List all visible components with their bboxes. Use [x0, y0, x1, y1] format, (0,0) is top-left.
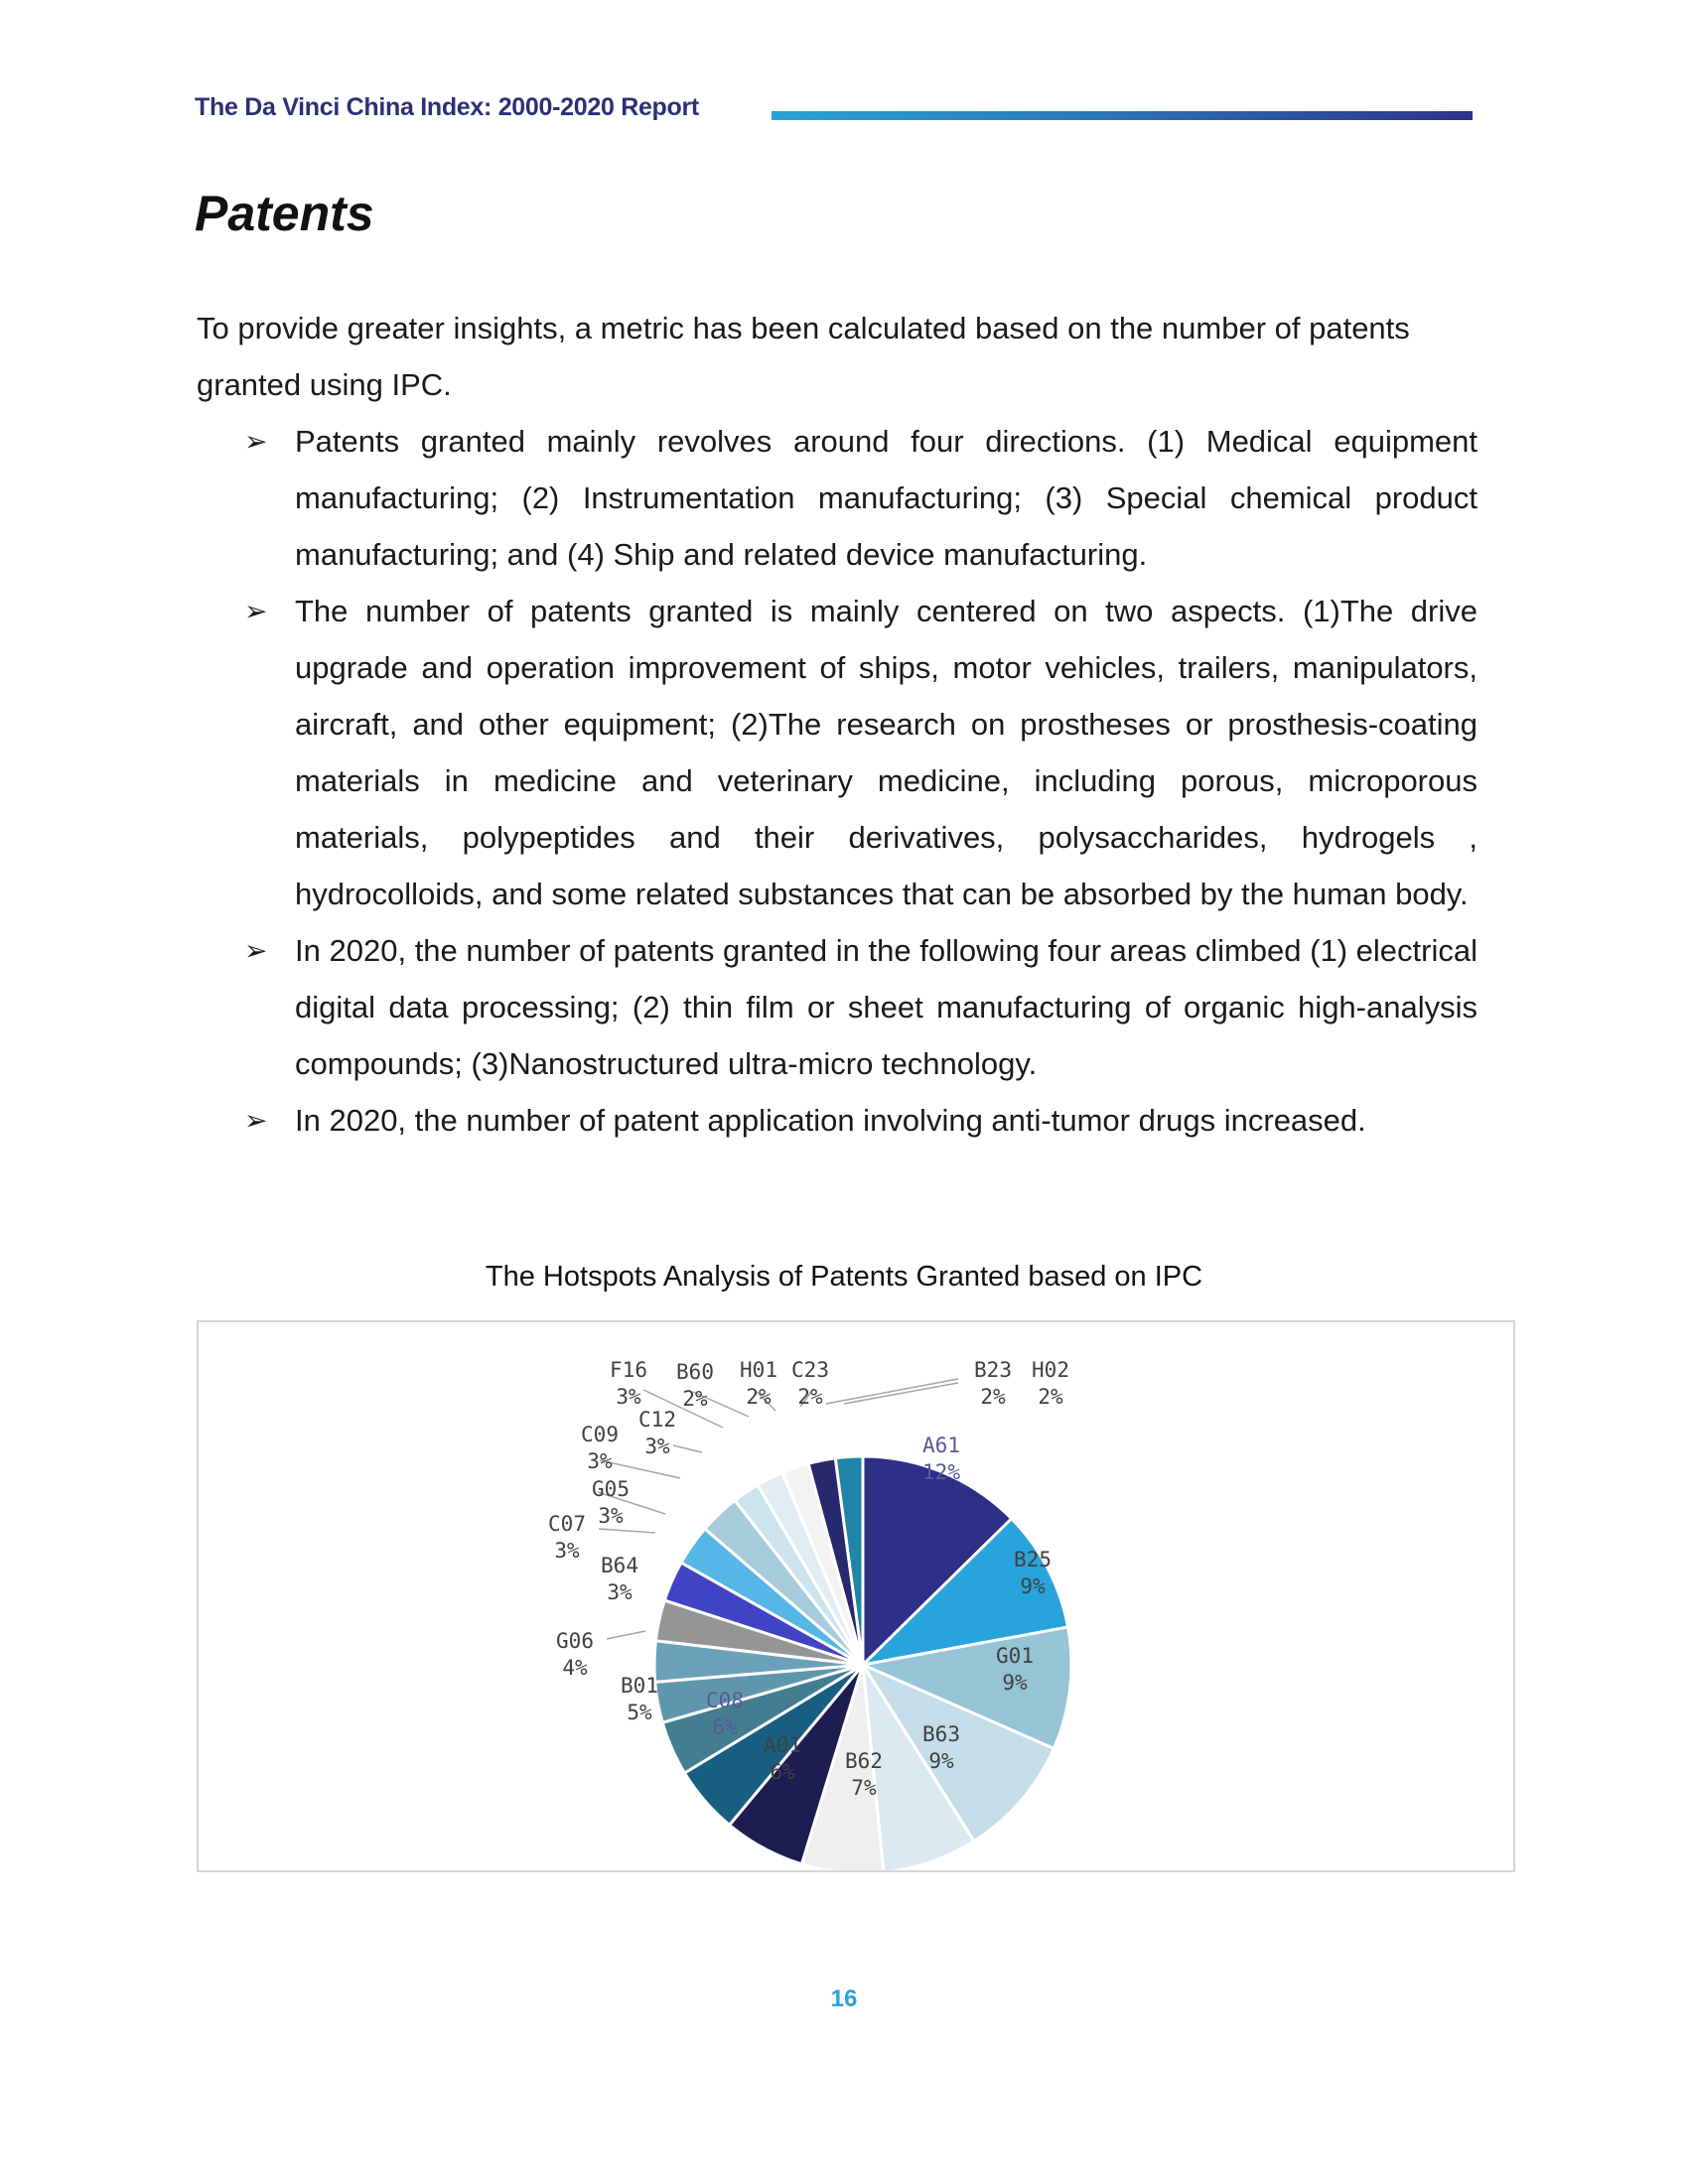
slice-label-g06: G06: [556, 1629, 594, 1653]
leader-line-b23: [826, 1379, 958, 1404]
page-number: 16: [830, 1985, 858, 2012]
bullet-item: [197, 1092, 1477, 1149]
pie-chart: [199, 1322, 1513, 1870]
arrow-bullet-icon: ➢: [244, 935, 268, 966]
slice-label-c08: C08: [706, 1689, 744, 1712]
slice-label-g05: G05: [592, 1477, 630, 1501]
bullet-text: In 2020, the number of patent application involving anti-tumor drugs increased.: [295, 1103, 1366, 1138]
intro-paragraph: To provide greater insights, a metric has been calculated based on the number of patents granted using IPC.: [197, 311, 1410, 402]
slice-label-f16: F16: [610, 1358, 647, 1382]
slice-label-b63: B63: [922, 1722, 960, 1746]
slice-label-a01: A01: [764, 1733, 801, 1757]
slice-pct-b64: 3%: [607, 1580, 633, 1604]
slice-pct-c07: 3%: [554, 1539, 580, 1563]
bullet-list: [197, 413, 1477, 1149]
slice-pct-b01: 5%: [627, 1701, 652, 1724]
slice-pct-h02: 2%: [1038, 1385, 1063, 1409]
slice-label-g01: G01: [996, 1644, 1034, 1668]
slice-label-b62: B62: [845, 1749, 883, 1773]
chart-frame: [197, 1320, 1515, 1872]
slice-pct-c23: 2%: [797, 1385, 823, 1409]
slice-pct-a01: 6%: [770, 1760, 795, 1784]
slice-pct-g01: 9%: [1002, 1671, 1028, 1695]
slice-pct-h01: 2%: [746, 1385, 772, 1409]
slice-label-b23: B23: [974, 1358, 1012, 1382]
slice-pct-c09: 3%: [587, 1449, 613, 1473]
leader-line-g06: [607, 1631, 645, 1639]
slice-label-b64: B64: [601, 1554, 638, 1577]
bullet-item: [197, 583, 1477, 922]
bullet-text: Patents granted mainly revolves around four directions. (1) Medical equipment manufacturing; (2) Instrumentation manufacturing; (3) Special chemical product manufacturing; and (4) Ship and related device manufacturing.: [295, 424, 1477, 572]
report-header-title: The Da Vinci China Index: 2000-2020 Report: [195, 93, 699, 121]
leader-line-c12: [673, 1445, 702, 1452]
slice-label-b60: B60: [676, 1360, 714, 1384]
slice-pct-c12: 3%: [644, 1434, 670, 1458]
bullet-item: [197, 413, 1477, 583]
slice-label-c23: C23: [791, 1358, 829, 1382]
slice-pct-g05: 3%: [598, 1504, 624, 1528]
slice-pct-f16: 3%: [616, 1385, 641, 1409]
slice-pct-b63: 9%: [928, 1749, 954, 1773]
slice-pct-a61: 12%: [922, 1460, 960, 1484]
slice-label-a61: A61: [922, 1433, 960, 1457]
slice-pct-g06: 4%: [562, 1656, 588, 1680]
bullet-text: In 2020, the number of patents granted in the following four areas climbed (1) electrical digital data processing; (2) thin film or sheet manufacturing of organic high-analysis compounds; (3)Nanostructured ultra-micro technology.: [295, 933, 1477, 1081]
slice-pct-c08: 6%: [712, 1715, 738, 1739]
bullet-item: [197, 922, 1477, 1092]
bullet-text: The number of patents granted is mainly centered on two aspects. (1)The drive upgrade and operation improvement of ships, motor vehicles, trailers, manipulators, aircraft, and other equipment; (2)The research on prostheses or prosthesis-coating materials in medicine and veterinary medicine, including porous, microporous materials, polypeptides and their derivatives, polysaccharides, hydrogels , hydrocolloids, and some related substances that can be absorbed by the human body.: [295, 594, 1477, 911]
slice-label-h02: H02: [1032, 1358, 1069, 1382]
page-title: Patents: [195, 186, 374, 241]
slice-label-c09: C09: [581, 1423, 619, 1446]
leader-line-c07: [599, 1529, 655, 1533]
slice-pct-b25: 9%: [1020, 1574, 1046, 1598]
leader-line-h02: [844, 1383, 958, 1404]
arrow-bullet-icon: ➢: [244, 426, 268, 457]
slice-pct-b23: 2%: [980, 1385, 1006, 1409]
slice-label-b25: B25: [1014, 1548, 1052, 1571]
slice-label-c12: C12: [638, 1408, 676, 1432]
slice-label-c07: C07: [548, 1512, 586, 1536]
slice-pct-b62: 7%: [851, 1776, 877, 1800]
arrow-bullet-icon: ➢: [244, 596, 268, 626]
slice-label-b01: B01: [621, 1674, 658, 1698]
arrow-bullet-icon: ➢: [244, 1105, 268, 1136]
header-accent-bar: [772, 111, 1473, 120]
slice-label-h01: H01: [740, 1358, 777, 1382]
chart-title: The Hotspots Analysis of Patents Granted based on IPC: [485, 1261, 1203, 1293]
slice-pct-b60: 2%: [682, 1387, 708, 1411]
